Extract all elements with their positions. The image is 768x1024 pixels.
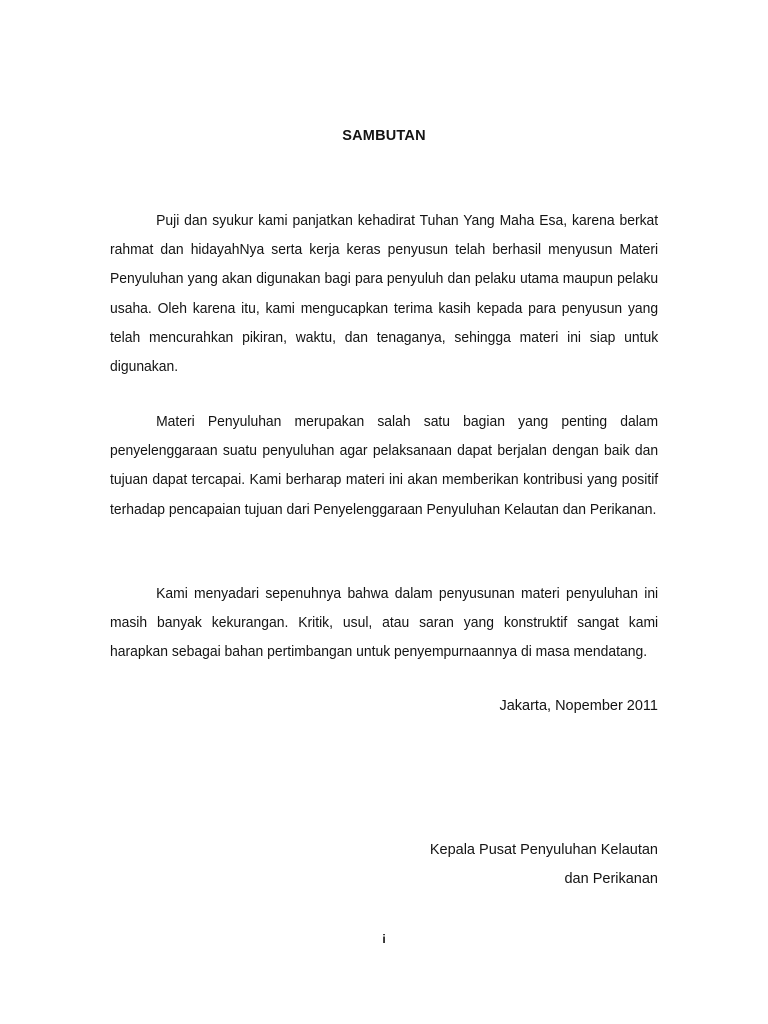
place-date: Jakarta, Nopember 2011 <box>499 698 658 714</box>
page-title: SAMBUTAN <box>342 128 426 144</box>
page-number: i <box>382 932 386 946</box>
paragraph-2: Materi Penyuluhan merupakan salah satu bagian yang penting dalam penyelenggaraan suatu penyuluhan agar pelaksanaan dapat berjalan dengan baik dan tujuan dapat tercapai. Kami berharap materi ini akan memberikan kontribusi yang positif terhadap pencapaian tujuan dari Penyelenggaraan Penyuluhan Kelautan dan Perikanan. <box>110 414 659 518</box>
paragraph-1: Puji dan syukur kami panjatkan kehadirat Tuhan Yang Maha Esa, karena berkat rahmat dan hidayahNya serta kerja keras penyusun telah berhasil menyusun Materi Penyuluhan yang akan digunakan bagi para penyuluh dan pelaku utama maupun pelaku usaha. Oleh karena itu, kami mengucapkan terima kasih kepada para penyusun yang telah mencurahkan pikiran, waktu, dan tenaganya, sehingga materi ini siap untuk digunakan. <box>110 213 659 376</box>
signature-title-line-1: Kepala Pusat Penyuluhan Kelautan <box>429 842 658 858</box>
signature-title-line-2: dan Perikanan <box>564 871 658 887</box>
paragraph-3: Kami menyadari sepenuhnya bahwa dalam penyusunan materi penyuluhan ini masih banyak kekurangan. Kritik, usul, atau saran yang konstruktif sangat kami harapkan sebagai bahan pertimbangan untuk penyempurnaannya di masa mendatang. <box>110 586 659 661</box>
